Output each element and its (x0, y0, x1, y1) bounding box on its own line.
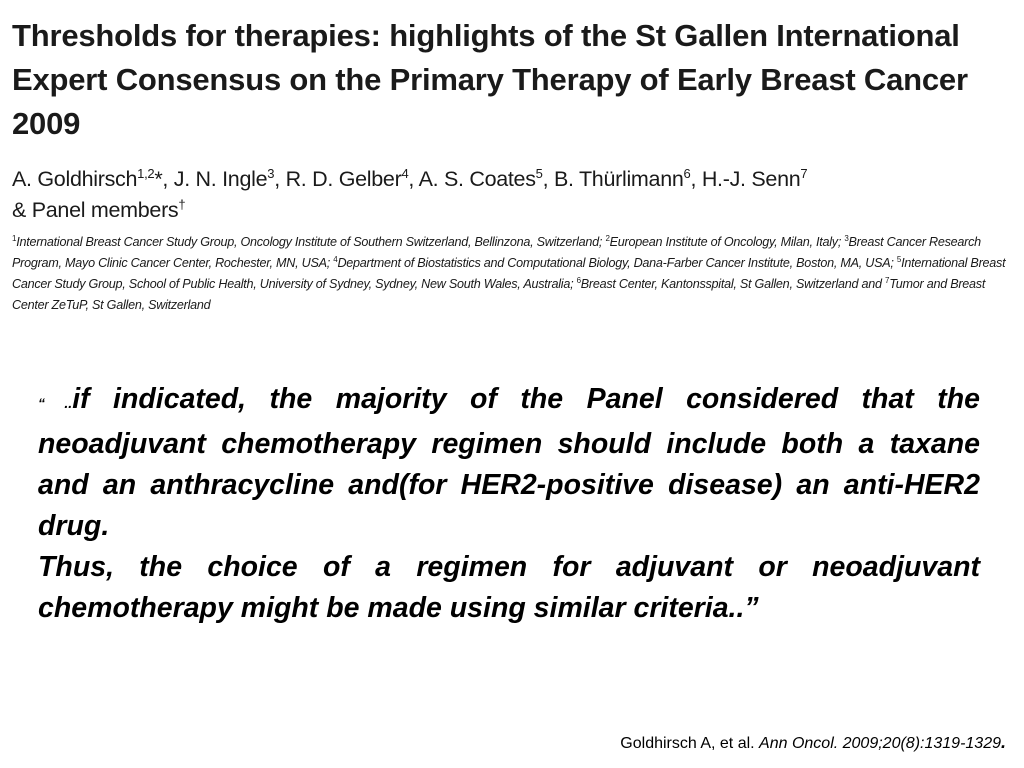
quote-open-mark: “ .. (38, 395, 73, 411)
author-separator: , (542, 167, 554, 191)
corresponding-author-mark: * (154, 167, 163, 191)
affiliation-number: 6 (576, 275, 581, 285)
affiliation-text: Breast Cancer Research Program, Mayo Clinic Cancer Center, Rochester, MN, USA; (12, 235, 981, 270)
quote-text-2: Thus, the choice of a regimen for adjuvant or neoadjuvant chemotherapy might be made using similar criteria..” (38, 551, 980, 624)
author-affiliation-number: 1,2 (137, 165, 155, 181)
author-name: R. D. Gelber (285, 167, 402, 191)
affiliation-text: Breast Center, Kantonsspital, St Gallen, Switzerland and (580, 277, 886, 291)
author-name: & Panel members (12, 198, 179, 222)
author (286, 167, 419, 191)
affiliation-list (12, 232, 1012, 316)
author-name: B. Thürlimann (553, 167, 684, 191)
affiliation-number: 4 (333, 254, 338, 264)
citation (620, 730, 1006, 756)
affiliation-number: 7 (885, 275, 890, 285)
author (174, 167, 286, 191)
quote-text-1: if indicated, the majority of the Panel considered that the neoadjuvant chemotherapy regimen should include both a taxane and an anthracycline and(for HER2-positive disease) an anti-HER2 drug. (38, 383, 980, 542)
affiliation (605, 235, 844, 249)
author-affiliation-number: † (178, 196, 186, 212)
affiliation (333, 256, 897, 270)
author-affiliation-number: 3 (267, 165, 275, 181)
citation-authors: Goldhirsch A, et al. (620, 735, 760, 752)
author-separator: , (690, 167, 702, 191)
affiliation-text: Department of Biostatistics and Computational Biology, Dana-Farber Cancer Institute, Boston, MA, USA; (337, 256, 897, 270)
affiliation-number: 3 (844, 233, 849, 243)
quote-paragraph-2 (38, 547, 980, 629)
quote-paragraph-1 (38, 379, 980, 547)
author-name: J. N. Ingle (173, 167, 268, 191)
affiliation-text: Tumor and Breast Center ZeTuP, St Gallen, Switzerland (12, 277, 986, 312)
author (12, 167, 174, 191)
author-affiliation-number: 6 (683, 165, 691, 181)
author (554, 167, 702, 191)
author-separator: , (408, 167, 419, 191)
author-separator: , (274, 167, 286, 191)
author (419, 167, 554, 191)
author (702, 167, 808, 191)
citation-end: . (1000, 732, 1006, 752)
affiliation (12, 235, 605, 249)
affiliation-text: International Breast Cancer Study Group, Oncology Institute of Southern Switzerland, Bellinzona, Switzerland; (16, 235, 606, 249)
affiliation (577, 277, 885, 291)
author-affiliation-number: 5 (535, 165, 543, 181)
quote-block (38, 379, 980, 629)
author-affiliation-number: 4 (401, 165, 409, 181)
affiliation-text: European Institute of Oncology, Milan, Italy; (609, 235, 845, 249)
author-name: H.-J. Senn (701, 167, 801, 191)
author (12, 198, 185, 222)
article-title: Thresholds for therapies: highlights of the St Gallen International Expert Consensus on the Primary Therapy of Early Breast Cancer 2009 (12, 18, 968, 141)
author-name: A. Goldhirsch (12, 167, 138, 191)
author-list (12, 164, 1012, 226)
affiliation-number: 2 (605, 233, 610, 243)
affiliation-number: 5 (896, 254, 902, 264)
citation-journal: Ann Oncol. 2009;20(8):1319-1329 (759, 735, 1001, 752)
author-separator: , (162, 167, 174, 191)
author-affiliation-number: 7 (800, 165, 808, 181)
author-name: A. S. Coates (418, 167, 536, 191)
affiliation-number: 1 (12, 233, 17, 243)
affiliation-text: International Breast Cancer Study Group, School of Public Health, University of Sydney, Sydney, New South Wales, Australia; (12, 256, 1006, 291)
